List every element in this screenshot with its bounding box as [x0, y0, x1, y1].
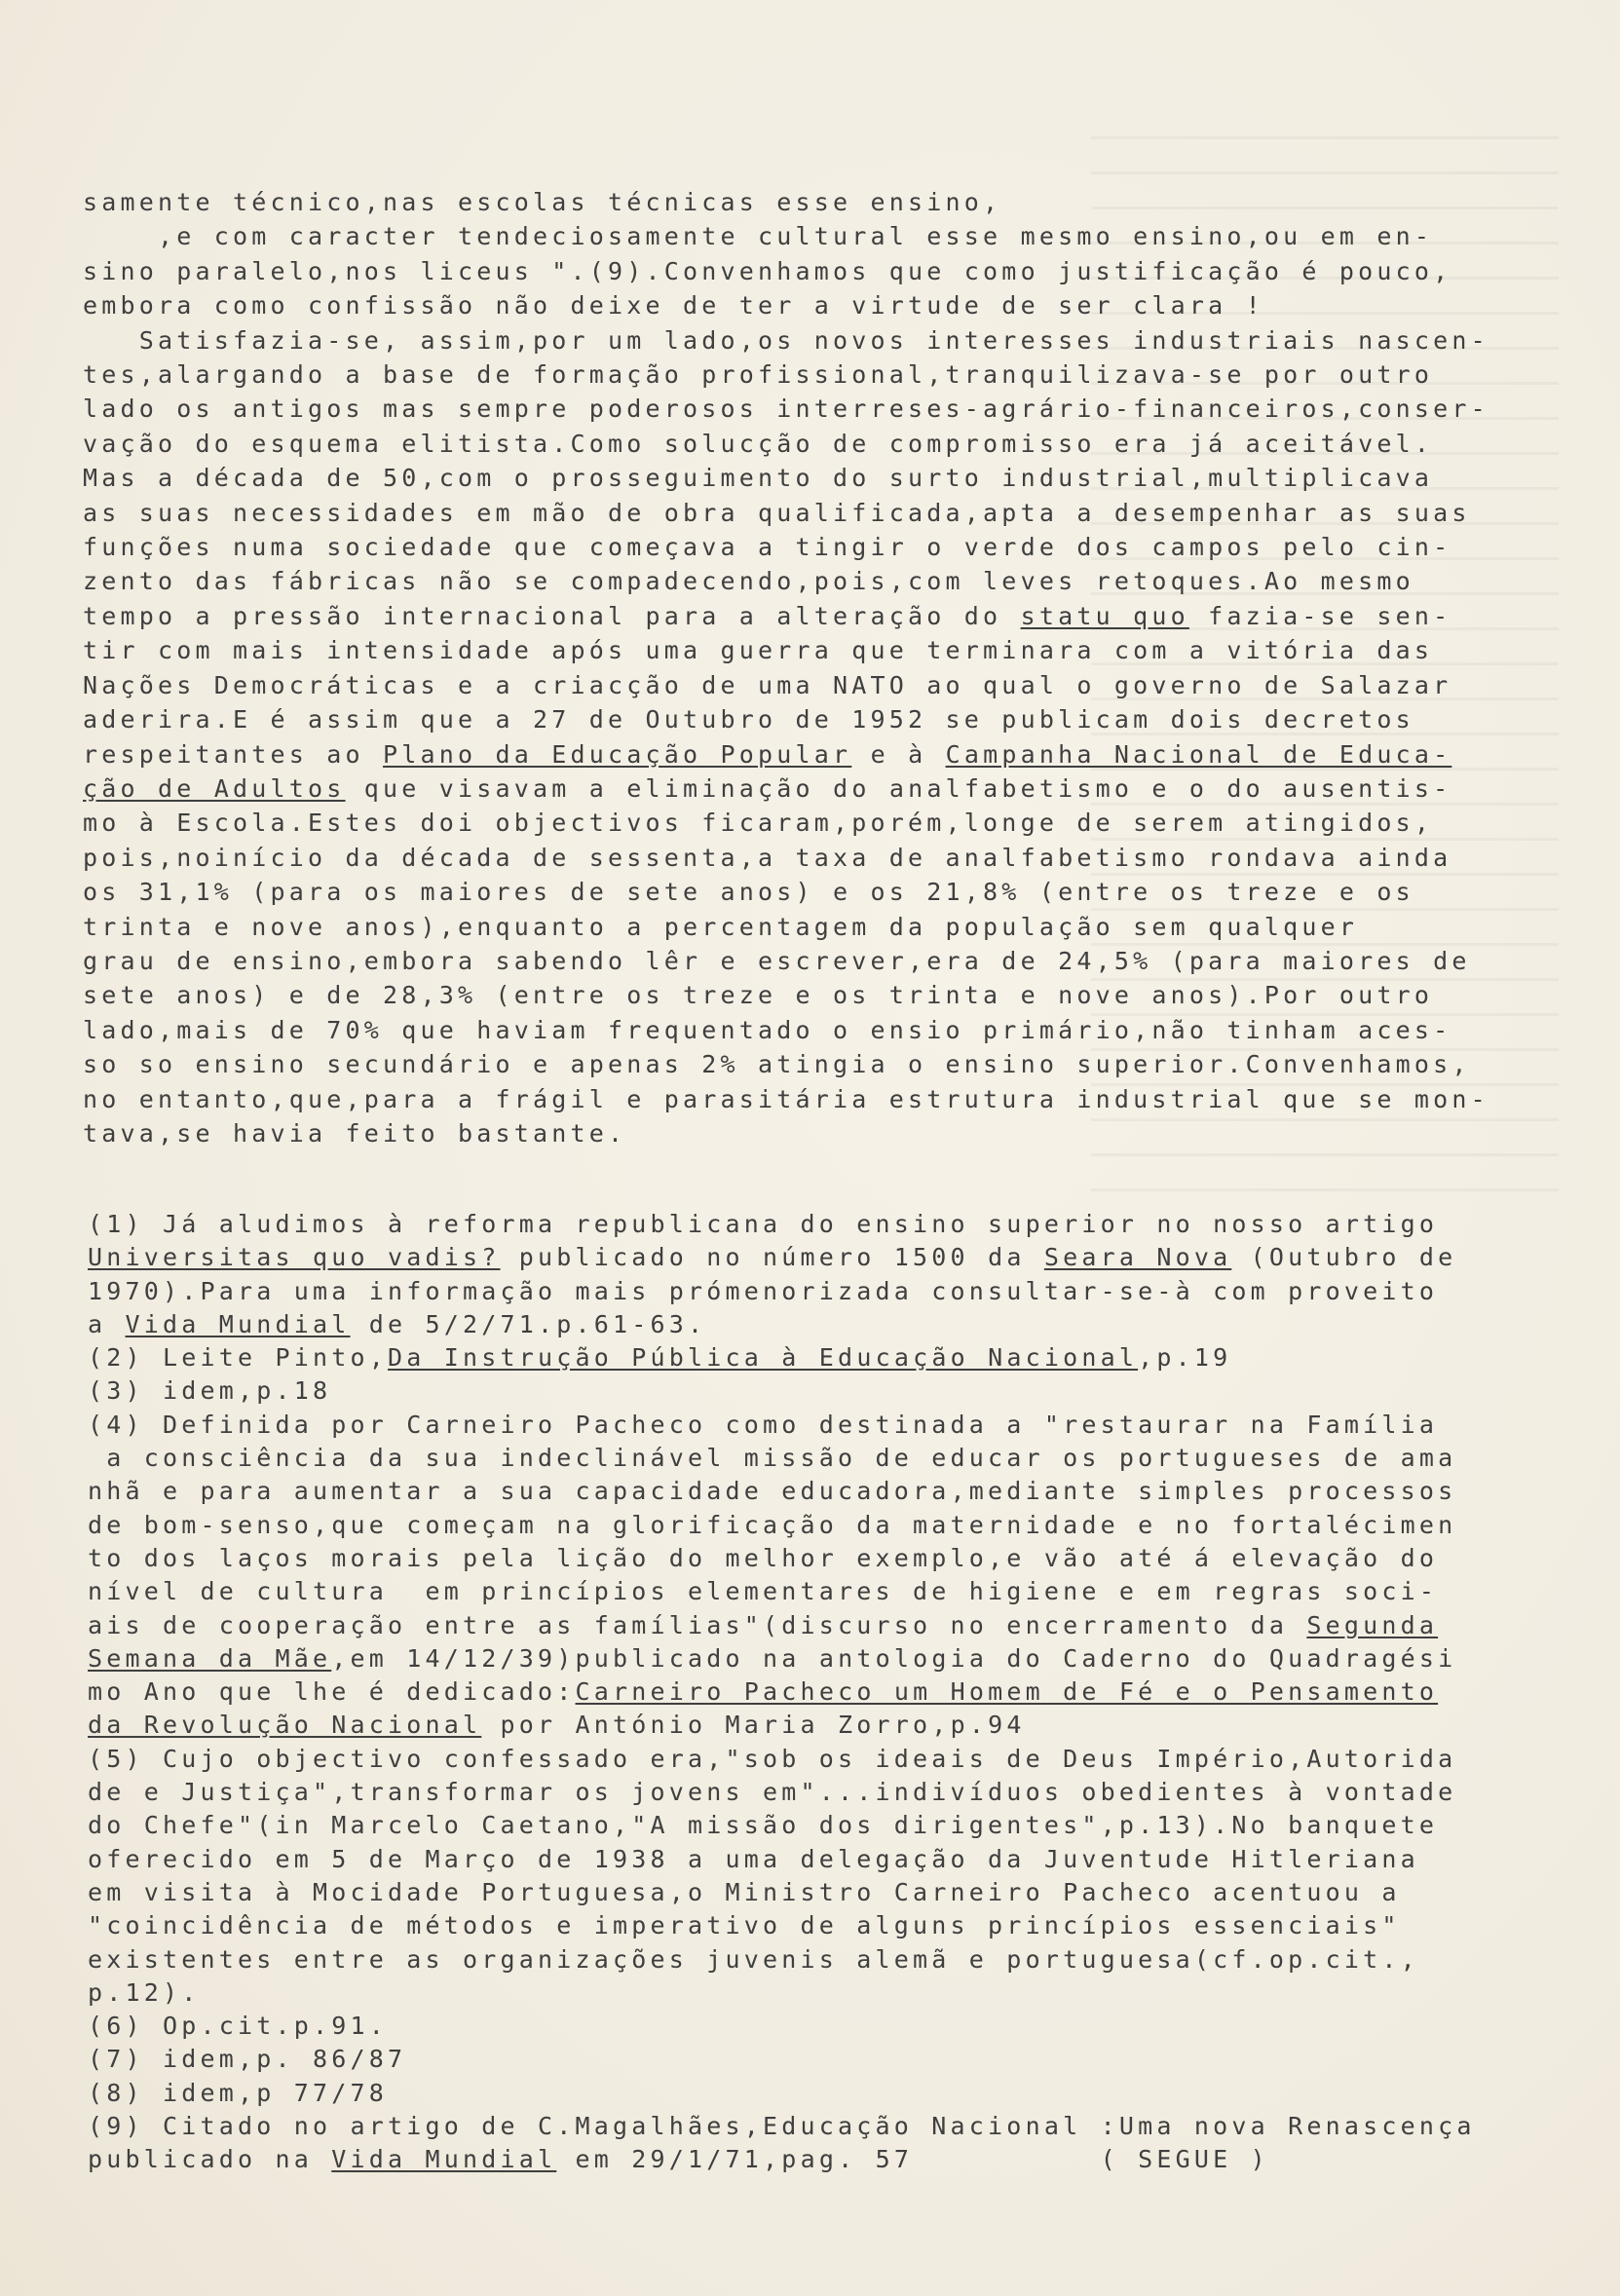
- body-text: [83, 185, 1489, 1150]
- text-run: aderira.E é assim que a 27 de Outubro de 1952 se publicam dois decretos: [83, 705, 1414, 734]
- text-run: lado os antigos mas sempre poderosos interreses-agrário-financeiros,conser-: [83, 395, 1489, 424]
- body-line: [83, 806, 1489, 840]
- footnote-line: [88, 1374, 1476, 1408]
- underlined-title: Vida Mundial: [331, 2145, 557, 2174]
- text-run: zento das fábricas não se compadecendo,pois,com leves retoques.Ao mesmo: [83, 567, 1414, 596]
- text-run: 1970).Para uma informação mais prómenorizada consultar-se-à com proveito: [88, 1276, 1439, 1305]
- text-run: so so ensino secundário e apenas 2% atingia o ensino superior.Convenhamos,: [83, 1050, 1471, 1079]
- footnote-line: [88, 2077, 1476, 2110]
- text-run: funções numa sociedade que começava a tingir o verde dos campos pelo cin-: [83, 533, 1452, 562]
- footnotes: [88, 1208, 1476, 2177]
- footnote-line: [88, 1442, 1476, 1475]
- footnote-line: [88, 2143, 1476, 2176]
- text-run: de e Justiça",transformar os jovens em"...indivíduos obedientes à vontade: [88, 1778, 1457, 1807]
- text-run: tir com mais intensidade após uma guerra que terminara com a vitória das: [83, 636, 1434, 665]
- underlined-title: Vida Mundial: [125, 1309, 351, 1338]
- text-run: fazia-se sen-: [1188, 601, 1452, 630]
- body-line: [83, 1082, 1489, 1116]
- body-line: [83, 668, 1489, 702]
- footnote-line: [88, 1976, 1476, 2010]
- body-line: [83, 530, 1489, 564]
- body-line: [83, 564, 1489, 598]
- footnote-line: [88, 1642, 1476, 1675]
- text-run: embora como confissão não deixe de ter a virtude de ser clara !: [83, 291, 1264, 320]
- text-run: publicado no número 1500 da: [500, 1243, 1044, 1272]
- text-run: ,e com caracter tendeciosamente cultural esse mesmo ensino,ou em en-: [83, 222, 1434, 251]
- body-line: [83, 461, 1489, 495]
- text-run: no entanto,que,para a frágil e parasitária estrutura industrial que se mon-: [83, 1084, 1489, 1113]
- text-run: que visavam a eliminação do analfabetismo e o do ausentis-: [345, 773, 1452, 803]
- underlined-title: Plano da Educação Popular: [383, 739, 852, 769]
- body-line: [83, 392, 1489, 426]
- text-run: tempo a pressão internacional para a alteração do: [83, 601, 1021, 630]
- body-line: [83, 875, 1489, 909]
- text-run: (7) idem,p. 86/87: [88, 2045, 407, 2074]
- body-line: [83, 427, 1489, 461]
- body-line: [83, 633, 1489, 667]
- text-run: (Outubro de: [1231, 1243, 1457, 1272]
- footnote-line: [88, 1475, 1476, 1508]
- text-run: nível de cultura em princípios elementares de higiene e em regras soci-: [88, 1577, 1439, 1606]
- footnote-line: [88, 1709, 1476, 1742]
- text-run: (2) Leite Pinto,: [88, 1343, 389, 1373]
- underlined-title: Carneiro Pacheco um Homem de Fé e o Pensamento: [575, 1677, 1439, 1707]
- text-run: as suas necessidades em mão de obra qualificada,apta a desempenhar as suas: [83, 498, 1471, 527]
- body-line: [83, 1013, 1489, 1047]
- text-run: a: [88, 1309, 126, 1338]
- footnote-line: [88, 2043, 1476, 2076]
- body-line: [83, 910, 1489, 944]
- body-line: [83, 288, 1489, 322]
- text-run: ais de cooperação entre as famílias"(discurso no encerramento da: [88, 1610, 1307, 1639]
- text-run: e à: [851, 739, 946, 769]
- body-line: [83, 944, 1489, 978]
- text-run: vação do esquema elitista.Como solucção de compromisso era já aceitável.: [83, 429, 1434, 458]
- text-run: p.12).: [88, 1977, 201, 2007]
- body-line: [83, 219, 1489, 253]
- text-run: tava,se havia feito bastante.: [83, 1118, 627, 1148]
- footnote-line: [88, 1208, 1476, 1241]
- text-run: em 29/1/71,pag. 57 ( SEGUE ): [556, 2145, 1269, 2174]
- text-run: (9) Citado no artigo de C.Magalhães,Educação Nacional :Uma nova Renascença: [88, 2112, 1476, 2141]
- footnote-line: [88, 1241, 1476, 1274]
- footnote-line: [88, 1943, 1476, 1976]
- footnote-line: [88, 1876, 1476, 1909]
- text-run: (3) idem,p.18: [88, 1376, 332, 1406]
- footnote-line: [88, 1843, 1476, 1876]
- text-run: Nações Democráticas e a criacção de uma NATO ao qual o governo de Salazar: [83, 670, 1452, 699]
- underlined-title: ção de Adultos: [83, 773, 346, 803]
- text-run: existentes entre as organizações juvenis alemã e portuguesa(cf.op.cit.,: [88, 1944, 1419, 1974]
- text-run: samente técnico,nas escolas técnicas esse ensino,: [83, 188, 1002, 216]
- footnote-line: [88, 2110, 1476, 2143]
- footnote-line: [88, 1509, 1476, 1542]
- text-run: Satisfazia-se, assim,por um lado,os novos interesses industriais nascen-: [83, 325, 1489, 355]
- text-run: sete anos) e de 28,3% (entre os treze e os trinta e nove anos).Por outro: [83, 981, 1434, 1010]
- underlined-title: Universitas quo vadis?: [88, 1243, 501, 1272]
- underlined-title: da Revolução Nacional: [88, 1711, 482, 1740]
- text-run: a consciência da sua indeclinável missão de educar os portugueses de ama: [88, 1444, 1457, 1473]
- text-run: (6) Op.cit.p.91.: [88, 2012, 389, 2041]
- body-line: [83, 185, 1489, 219]
- text-run: os 31,1% (para os maiores de sete anos) e os 21,8% (entre os treze e os: [83, 878, 1414, 907]
- underlined-title: Segunda: [1306, 1610, 1439, 1639]
- text-run: em visita à Mocidade Portuguesa,o Ministro Carneiro Pacheco acentuou a: [88, 1877, 1401, 1906]
- footnote-line: [88, 1809, 1476, 1842]
- body-line: [83, 841, 1489, 875]
- text-run: mo à Escola.Estes doi objectivos ficaram,porém,longe de serem atingidos,: [83, 809, 1434, 838]
- text-run: trinta e nove anos),enquanto a percentagem da população sem qualquer: [83, 912, 1359, 941]
- text-run: de 5/2/71.p.61-63.: [350, 1309, 707, 1338]
- footnote-line: [88, 1776, 1476, 1809]
- text-run: de bom-senso,que começam na glorificação da maternidade e no fortalécimen: [88, 1510, 1457, 1539]
- body-line: [83, 702, 1489, 736]
- text-run: Mas a década de 50,com o prosseguimento do surto industrial,multiplicava: [83, 464, 1434, 493]
- body-line: [83, 1116, 1489, 1150]
- body-line: [83, 599, 1489, 633]
- footnote-line: [88, 1308, 1476, 1341]
- body-line: [83, 737, 1489, 772]
- underlined-title: Seara Nova: [1043, 1243, 1232, 1272]
- body-line: [83, 496, 1489, 530]
- text-run: (1) Já aludimos à reforma republicana do ensino superior no nosso artigo: [88, 1210, 1439, 1238]
- footnote-line: [88, 1341, 1476, 1374]
- text-run: sino paralelo,nos liceus ".(9).Convenhamos que como justificação é pouco,: [83, 256, 1452, 285]
- body-line: [83, 1047, 1489, 1081]
- text-run: lado,mais de 70% que haviam frequentado o ensio primário,não tinham aces-: [83, 1015, 1452, 1044]
- underlined-title: Da Instrução Pública à Educação Nacional: [388, 1343, 1139, 1373]
- text-run: ,em 14/12/39)publicado na antologia do Caderno do Quadragési: [331, 1643, 1457, 1673]
- footnote-line: [88, 2010, 1476, 2043]
- text-run: nhã e para aumentar a sua capacidade educadora,mediante simples processos: [88, 1477, 1457, 1506]
- text-run: oferecido em 5 de Março de 1938 a uma delegação da Juventude Hitleriana: [88, 1844, 1419, 1873]
- footnote-line: [88, 1675, 1476, 1709]
- text-run: tes,alargando a base de formação profissional,tranquilizava-se por outro: [83, 360, 1434, 390]
- body-line: [83, 772, 1489, 806]
- text-run: ,p.19: [1138, 1343, 1232, 1373]
- footnote-line: [88, 1575, 1476, 1608]
- body-line: [83, 323, 1489, 358]
- text-run: respeitantes ao: [83, 739, 384, 769]
- text-run: (5) Cujo objectivo confessado era,"sob os ideais de Deus Império,Autorida: [88, 1744, 1457, 1773]
- text-run: publicado na: [88, 2145, 332, 2174]
- footnote-line: [88, 1275, 1476, 1308]
- text-run: (8) idem,p 77/78: [88, 2078, 389, 2107]
- text-run: grau de ensino,embora sabendo lêr e escrever,era de 24,5% (para maiores de: [83, 946, 1471, 975]
- text-run: (4) Definida por Carneiro Pacheco como destinada a "restaurar na Família: [88, 1410, 1439, 1439]
- text-run: mo Ano que lhe é dedicado:: [88, 1677, 576, 1707]
- text-run: to dos laços morais pela lição do melhor exemplo,e vão até á elevação do: [88, 1543, 1439, 1572]
- footnote-line: [88, 1409, 1476, 1442]
- body-line: [83, 254, 1489, 288]
- underlined-title: Campanha Nacional de Educa-: [945, 739, 1452, 769]
- text-run: por António Maria Zorro,p.94: [481, 1711, 1026, 1740]
- body-line: [83, 358, 1489, 392]
- footnote-line: [88, 1909, 1476, 1942]
- text-run: pois,noinício da década de sessenta,a taxa de analfabetismo rondava ainda: [83, 843, 1452, 872]
- text-run: "coincidência de métodos e imperativo de alguns princípios essenciais": [88, 1911, 1401, 1940]
- footnote-line: [88, 1609, 1476, 1642]
- footnote-line: [88, 1743, 1476, 1776]
- underlined-title: Semana da Mãe: [88, 1643, 332, 1673]
- text-run: do Chefe"(in Marcelo Caetano,"A missão dos dirigentes",p.13).No banquete: [88, 1811, 1439, 1840]
- underlined-title: statu quo: [1020, 601, 1189, 630]
- footnote-line: [88, 1542, 1476, 1575]
- body-line: [83, 978, 1489, 1012]
